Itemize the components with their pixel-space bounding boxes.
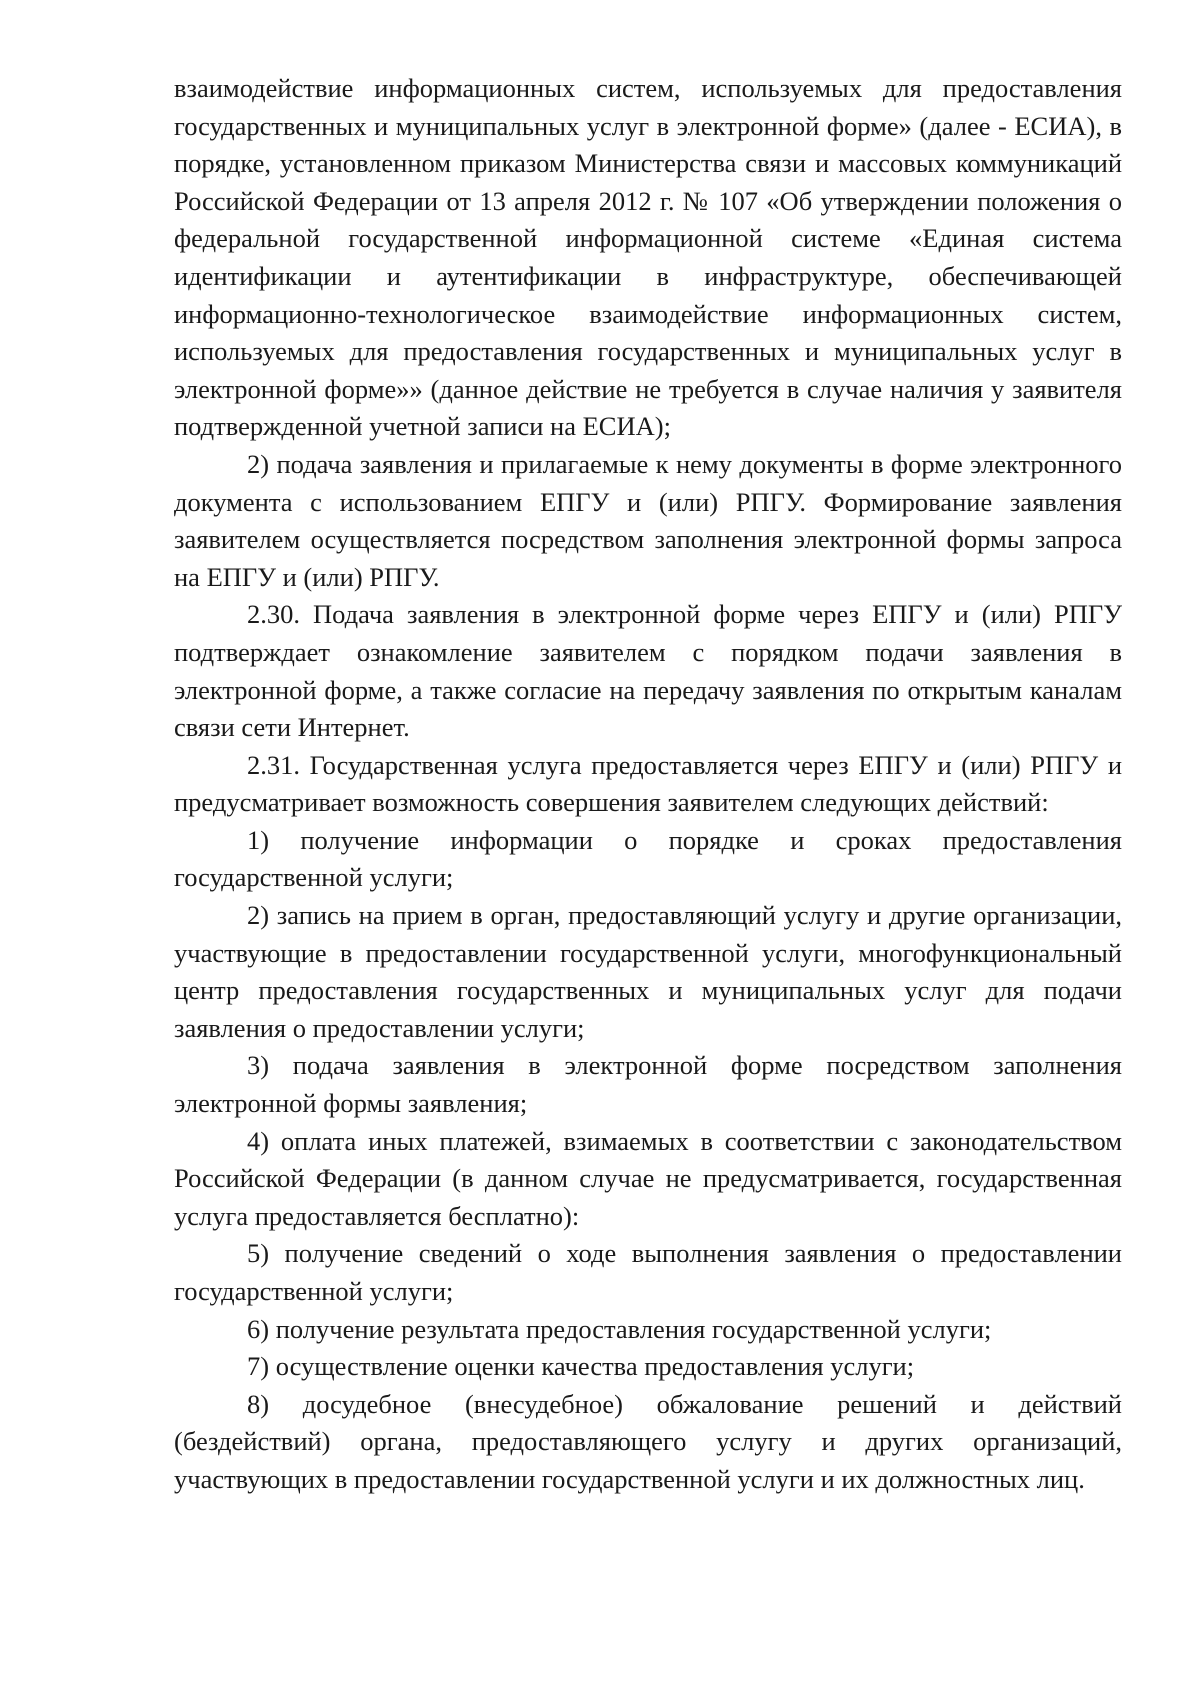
list-item-2: 2) запись на прием в орган, предоставляющий услугу и другие организации, участвующие в предоставлении государственной услуги, многофункциональный центр предоставления государственных и муниципальных услуг для подачи заявления о предоставлении услуги;	[174, 900, 1122, 1043]
document-body	[174, 70, 1122, 1499]
list-item-8: 8) досудебное (внесудебное) обжалование решений и действий (бездействий) органа, предоставляющего услугу и других организаций, участвующих в предоставлении государственной услуги и их должностных лиц.	[174, 1388, 1122, 1494]
list-item-6: 6) получение результата предоставления государственной услуги;	[247, 1313, 992, 1344]
list-item-3: 3) подача заявления в электронной форме посредством заполнения электронной формы заявления;	[174, 1050, 1122, 1119]
paragraph-2-31: 2.31. Государственная услуга предоставляется через ЕПГУ и (или) РПГУ и предусматривает возможность совершения заявителем следующих действий:	[174, 749, 1122, 818]
list-item-7: 7) осуществление оценки качества предоставления услуги;	[247, 1351, 915, 1382]
paragraph-esia-continuation: взаимодействие информационных систем, используемых для предоставления государственных и муниципальных услуг в электронной форме» (далее - ЕСИА), в порядке, установленном приказом Министерства связи и массовых коммуникаций Российской Федерации от 13 апреля 2012 г. № 107 «Об утверждении положения о федеральной государственной информационной системе «Единая система идентификации и аутентификации в инфраструктуре, обеспечивающей информационно-технологическое взаимодействие информационных систем, используемых для предоставления государственных и муниципальных услуг в электронной форме»» (данное действие не требуется в случае наличия у заявителя подтвержденной учетной записи на ЕСИА);	[174, 73, 1122, 442]
list-item-5: 5) получение сведений о ходе выполнения заявления о предоставлении государственной услуги;	[174, 1238, 1122, 1306]
paragraph-2-30: 2.30. Подача заявления в электронной форме через ЕПГУ и (или) РПГУ подтверждает ознакомление заявителем с порядком подачи заявления в электронной форме, а также согласие на передачу заявления по открытым каналам связи сети Интернет.	[174, 599, 1122, 743]
paragraph-item-2-submission: 2) подача заявления и прилагаемые к нему документы в форме электронного документа с использованием ЕПГУ и (или) РПГУ. Формирование заявления заявителем осуществляется посредством заполнения электронной формы запроса на ЕПГУ и (или) РПГУ.	[174, 448, 1122, 592]
list-item-4: 4) оплата иных платежей, взимаемых в соответствии с законодательством Российской Федерации (в данном случае не предусматривается, государственная услуга предоставляется бесплатно):	[174, 1125, 1122, 1231]
list-item-1: 1) получение информации о порядке и сроках предоставления государственной услуги;	[174, 824, 1122, 893]
